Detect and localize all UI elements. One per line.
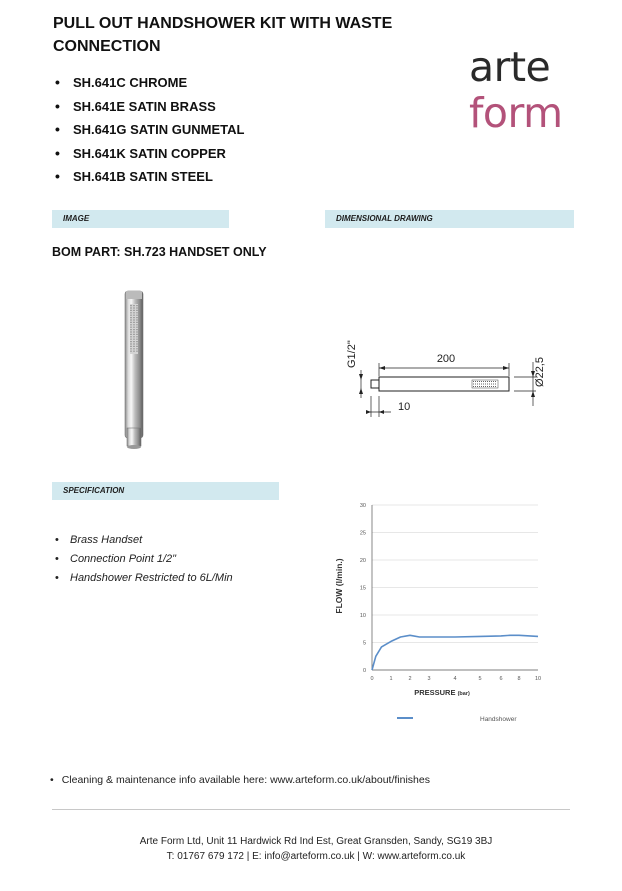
chart-x-tick-label: 3	[427, 676, 431, 682]
title-line-1: PULL OUT HANDSHOWER KIT WITH WASTE	[53, 15, 393, 32]
chart-y-tick-label: 20	[359, 558, 366, 564]
spec-item: • Brass Handset	[55, 531, 233, 550]
legend-label: Handshower	[480, 716, 517, 723]
spec-item: • Handshower Restricted to 6L/Min	[55, 569, 233, 588]
variant-item: • SH.641C CHROME	[55, 71, 244, 95]
title-line-2: CONNECTION	[53, 38, 161, 55]
chart-series-line	[372, 635, 538, 670]
chart-y-tick-label: 25	[359, 530, 366, 537]
dim-inlet-label: 10	[398, 401, 411, 413]
variant-item: • SH.641K SATIN COPPER	[55, 142, 244, 166]
footer-divider	[52, 809, 570, 810]
dim-diameter-label: Ø22,5	[534, 357, 546, 387]
variant-item: • SH.641E SATIN BRASS	[55, 95, 244, 119]
specification-list	[55, 531, 233, 588]
chart-x-tick-label: 0	[370, 676, 374, 682]
chart-x-axis-label: PRESSURE (bar)	[414, 688, 470, 697]
chart-x-tick-label: 5	[478, 676, 482, 682]
dim-thread-label: G1/2"	[346, 340, 358, 368]
page-title	[53, 12, 433, 58]
chart-x-tick-label: 6	[499, 676, 503, 682]
chart-y-tick-label: 10	[359, 613, 366, 619]
cleaning-note: • Cleaning & maintenance info available here: www.arteform.co.uk/about/finishes	[50, 774, 430, 786]
chart-y-tick-label: 5	[362, 640, 366, 647]
chart-y-tick-label: 30	[359, 503, 366, 509]
variant-item: • SH.641G SATIN GUNMETAL	[55, 118, 244, 142]
chart-y-tick-label: 15	[359, 585, 366, 592]
variant-item: • SH.641B SATIN STEEL	[55, 165, 244, 189]
chart-x-tick-label: 1	[389, 676, 393, 682]
logo-word-arte: arte	[469, 43, 551, 91]
variant-list	[55, 71, 244, 189]
dimensional-drawing	[336, 320, 556, 430]
arteform-logo	[469, 44, 599, 136]
chart-x-tick-label: 10	[534, 676, 542, 682]
chart-y-axis-label: FLOW (l/min.)	[334, 558, 344, 614]
bom-part-label: BOM PART: SH.723 HANDSET ONLY	[52, 245, 267, 259]
chart-x-tick-label: 4	[453, 676, 457, 682]
chart-x-tick-label: 8	[517, 676, 521, 682]
section-bar-image: IMAGE	[52, 210, 229, 228]
chart-x-tick-label: 2	[408, 676, 412, 682]
flow-chart	[325, 495, 555, 735]
handshower-image	[118, 288, 150, 452]
logo-word-form: form	[469, 89, 563, 137]
section-bar-specification: SPECIFICATION	[52, 482, 279, 500]
footer-address: Arte Form Ltd, Unit 11 Hardwick Rd Ind Est, Great Gransden, Sandy, SG19 3BJ	[139, 836, 493, 847]
footer-contact: T: 01767 679 172 | E: info@arteform.co.uk | W: www.arteform.co.uk	[166, 851, 466, 862]
cleaning-note-text[interactable]: Cleaning & maintenance info available here: www.arteform.co.uk/about/finishes	[61, 774, 430, 786]
chart-y-tick-label: 0	[362, 668, 366, 674]
spec-item: • Connection Point 1/2"	[55, 550, 233, 569]
section-bar-drawing: DIMENSIONAL DRAWING	[325, 210, 574, 228]
dim-length-label: 200	[436, 353, 456, 365]
